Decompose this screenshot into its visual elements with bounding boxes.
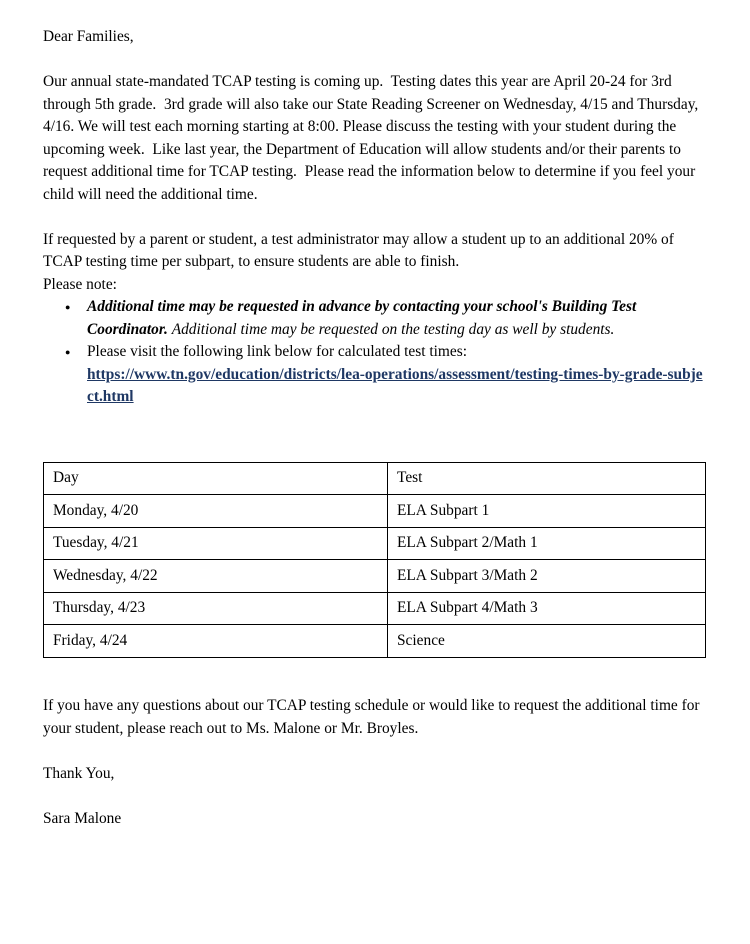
table-header-row: [44, 462, 706, 495]
testing-times-link[interactable]: https://www.tn.gov/education/districts/lea-operations/assessment/testing-times-by-grade-subject.html: [87, 365, 703, 405]
testing-schedule-table: [43, 462, 706, 659]
bullet-icon: ●: [65, 302, 71, 312]
table-row: [44, 592, 706, 625]
closing-paragraph: If you have any questions about our TCAP testing schedule or would like to request the additional time for your student, please reach out to Ms. Malone or Mr. Broyles.: [43, 697, 704, 737]
cell-test: ELA Subpart 1: [388, 495, 706, 528]
bullet-icon: ●: [65, 347, 71, 357]
cell-day: Wednesday, 4/22: [44, 560, 388, 593]
table-row: [44, 495, 706, 528]
bullet-text: [87, 341, 707, 409]
bullet-text: [87, 296, 707, 341]
table-row: [44, 625, 706, 658]
signature: Sara Malone: [43, 809, 122, 827]
cell-test: Science: [388, 625, 706, 658]
bullet-bold-italic-text: Additional time may be requested in advance by contacting your school's Building Test Coordinator.: [87, 298, 637, 338]
cell-test: ELA Subpart 3/Math 2: [388, 560, 706, 593]
table-row: [44, 560, 706, 593]
cell-test: ELA Subpart 2/Math 1: [388, 527, 706, 560]
intro-paragraph: Our annual state-mandated TCAP testing is coming up. Testing dates this year are April 20-24 for 3rd through 5th grade. 3rd grade will also take our State Reading Screener on Wednesday, 4/15 and Thursday, 4/16. We will test each morning starting at 8:00. Please discuss the testing with your student during the upcoming week. Like last year, the Department of Education will allow students and/or their parents to request additional time for TCAP testing. Please read the information below to determine if you feel your child will need the additional time.: [43, 73, 703, 203]
list-item: [43, 341, 707, 409]
link-intro-text: Please visit the following link below for calculated test times:: [87, 343, 467, 360]
table-row: [44, 527, 706, 560]
cell-day: Tuesday, 4/21: [44, 527, 388, 560]
notes-list: [43, 296, 707, 409]
please-note-label: Please note:: [43, 275, 117, 293]
cell-test: ELA Subpart 4/Math 3: [388, 592, 706, 625]
bullet-italic-text: Additional time may be requested on the testing day as well by students.: [171, 320, 615, 338]
cell-day: Friday, 4/24: [44, 625, 388, 658]
cell-day: Thursday, 4/23: [44, 592, 388, 625]
header-test: Test: [388, 462, 706, 495]
header-day: Day: [44, 462, 388, 495]
list-item: [43, 296, 707, 341]
thank-you: Thank You,: [43, 764, 115, 782]
policy-paragraph: If requested by a parent or student, a test administrator may allow a student up to an additional 20% of TCAP testing time per subpart, to ensure students are able to finish.: [43, 230, 678, 270]
cell-day: Monday, 4/20: [44, 495, 388, 528]
salutation: Dear Families,: [43, 28, 134, 45]
